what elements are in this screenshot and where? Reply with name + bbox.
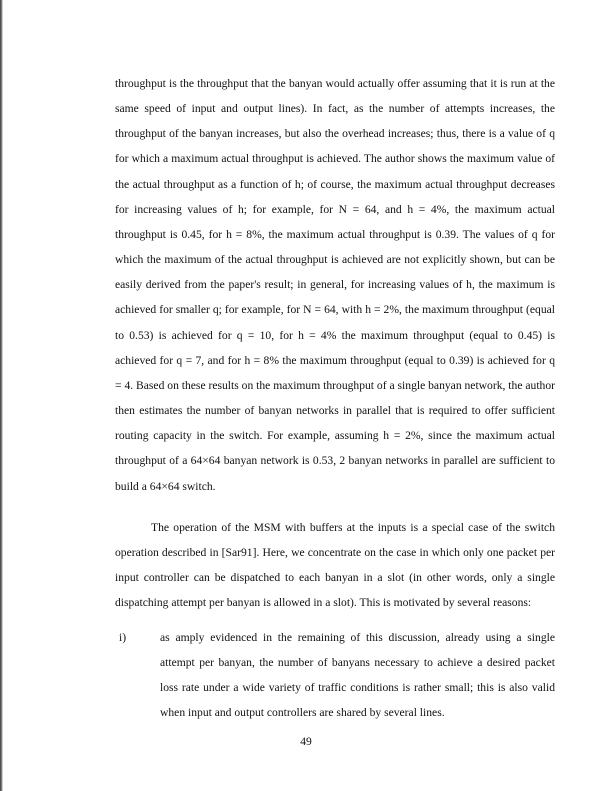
scan-edge-shadow [0, 0, 3, 791]
reasons-list [115, 625, 555, 726]
list-marker: i) [119, 631, 127, 644]
page-number: 49 [300, 735, 312, 748]
list-item [115, 625, 555, 726]
paragraph-2: The operation of the MSM with buffers at the inputs is a special case of the switch operation described in [Sar91]. Here, we concentrate on the case in which only one packet per input controller can be dispatched to each banyan in a slot (in other words, only a single dispatching attempt per banyan is allowed in a slot). This is motivated by several reasons: [115, 520, 555, 610]
body-text [115, 71, 555, 615]
list-item-text: as amply evidenced in the remaining of this discussion, already using a single attempt per banyan, the number of banyans necessary to achieve a desired packet loss rate under a wide variety of traffic conditions is rather small; this is also valid when input and output controllers are shared by several lines. [160, 631, 555, 720]
paragraph-1: throughput is the throughput that the banyan would actually offer assuming that it is run at the same speed of input and output lines). In fact, as the number of attempts increases, the throughput of the banyan increases, but also the overhead increases; thus, there is a value of q for which a maximum actual throughput is achieved. The author shows the maximum value of the actual throughput as a function of h; of course, the maximum actual throughput decreases for increasing values of h; for example, for N = 64, and h = 4%, the maximum actual throughput is 0.45, for h = 8%, the maximum actual throughput is 0.39. The values of q for which the maximum of the actual throughput is achieved are not explicitly shown, but can be easily derived from the paper's result; in general, for increasing values of h, the maximum is achieved for smaller q; for example, for N = 64, with h = 2%, the maximum throughput (equal to 0.53) is achieved for q = 10, for h = 4% the maximum throughput (equal to 0.45) is achieved for q = 7, and for h = 8% the maximum throughput (equal to 0.39) is achieved for q = 4. Based on these results on the maximum throughput of a single banyan network, the author then estimates the number of banyan networks in parallel that is required to offer sufficient routing capacity in the switch. For example, assuming h = 2%, since the maximum actual throughput of a 64×64 banyan network is 0.53, 2 banyan networks in parallel are sufficient to build a 64×64 switch. [115, 77, 555, 493]
